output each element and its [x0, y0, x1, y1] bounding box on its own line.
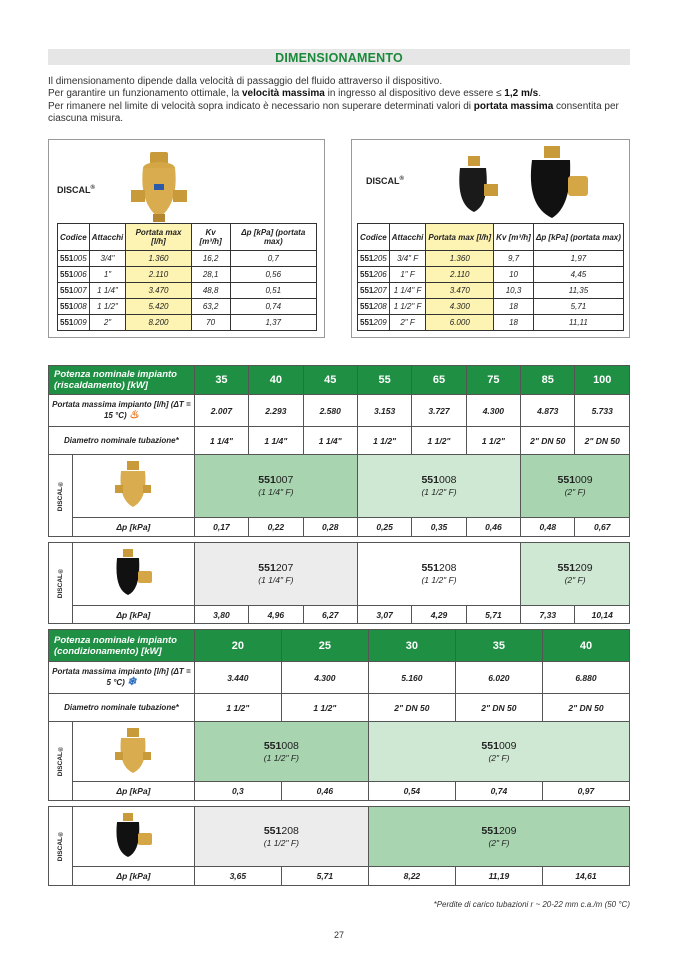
pressure-drop: 1,37 [230, 315, 316, 331]
discal-black-large-image [522, 144, 592, 222]
product-code: 551206 [358, 267, 390, 283]
spec-table-black: Codice Attacchi Portata max [l/h] Kv [m³/h] Δp [kPa] (portata max) 551205 3/4" F 1.360 9,7 1,97 551206 1" F 2.110 10 4,45 551207 1 1/4" F 3.470 10,3 11,35 551208 1 1/2" F 4.300 18 5,71 551209 2" F 6.000 18 11,11 [357, 223, 624, 331]
product-code: 551005 [58, 251, 90, 267]
spec-row [58, 315, 317, 331]
spec-row [358, 267, 624, 283]
max-flow: 4.300 [426, 299, 494, 315]
product-551009: 551009 (2" F) [521, 455, 630, 518]
product-code: 551209 [358, 315, 390, 331]
heating-sizing-table [48, 365, 630, 624]
max-flow: 1.360 [426, 251, 494, 267]
product-551009: 551009 (2" F) [368, 722, 629, 782]
product-code: 551008 [58, 299, 90, 315]
kv-value: 18 [494, 315, 534, 331]
pressure-drop: 5,71 [533, 299, 623, 315]
kv-value: 10,3 [494, 283, 534, 299]
spec-box-black [351, 139, 630, 338]
spec-row [358, 299, 624, 315]
product-551007: 551007 (1 1/4" F) [194, 455, 357, 518]
kv-value: 10 [494, 267, 534, 283]
connection-size: 3/4" F [389, 251, 426, 267]
product-code: 551205 [358, 251, 390, 267]
discal-black-small-image [452, 154, 502, 216]
heating-diameter-row: Diametro nominale tubazione* 1 1/4" 1 1/4" 1 1/4" 1 1/2" 1 1/2" 1 1/2" 2" DN 50 2" DN 50 [49, 427, 630, 455]
brand-vertical-label: DISCAL® [56, 830, 64, 862]
section-title-bar [48, 49, 630, 65]
pressure-drop: 0,7 [230, 251, 316, 267]
snowflake-icon: ❄ [127, 676, 137, 688]
spec-row [58, 299, 317, 315]
page-title: DIMENSIONAMENTO [275, 51, 403, 65]
product-551008: 551008 (1 1/2" F) [194, 722, 368, 782]
max-flow: 1.360 [126, 251, 191, 267]
cooling-black-product-row [49, 807, 630, 867]
product-551208: 551208 (1 1/2" F) [357, 543, 520, 606]
brand-vertical-label: DISCAL® [56, 745, 64, 777]
product-code: 551007 [58, 283, 90, 299]
brand-label: DISCAL® [366, 176, 404, 186]
spec-row [58, 267, 317, 283]
max-flow: 6.000 [426, 315, 494, 331]
spec-row [58, 251, 317, 267]
pressure-drop: 0,56 [230, 267, 316, 283]
heating-black-product-row [49, 543, 630, 606]
connection-size: 3/4" [89, 251, 126, 267]
kv-value: 28,1 [191, 267, 230, 283]
pressure-drop: 0,51 [230, 283, 316, 299]
spec-row [358, 315, 624, 331]
intro-line-3: Per rimanere nel limite di velocità sopra indicato è necessario non superare determinati valori di portata massima consentita per ciascuna misura. [48, 100, 619, 125]
footnote: *Perdite di carico tubazioni r ~ 20-22 mm c.a./m (50 °C) [433, 900, 630, 909]
cooling-power-row: Potenza nominale impianto (condizionamento) [kW] 20 25 30 35 40 [49, 630, 630, 662]
connection-size: 1" F [389, 267, 426, 283]
cooling-black-dp-row: Δp [kPa] 3,65 5,71 8,22 11,19 14,61 [49, 867, 630, 886]
brand-label: DISCAL® [57, 185, 95, 195]
connection-size: 1 1/4" F [389, 283, 426, 299]
connection-size: 2" F [389, 315, 426, 331]
kv-value: 70 [191, 315, 230, 331]
discal-black-thumb [72, 543, 194, 606]
heating-black-dp-row: Δp [kPa] 3,80 4,96 6,27 3,07 4,29 5,71 7,33 10,14 [49, 606, 630, 624]
cooling-flow-row: Portata massima impianto [l/h] (ΔT = 5 °C) ❄ 3.440 4.300 5.160 6.020 6.880 [49, 662, 630, 694]
kv-value: 18 [494, 299, 534, 315]
product-551209: 551209 (2" F) [521, 543, 630, 606]
intro-line-1: Il dimensionamento dipende dalla velocità di passaggio del fluido attraverso il dispositivo. [48, 76, 443, 87]
product-551008: 551008 (1 1/2" F) [357, 455, 520, 518]
pressure-drop: 11,35 [533, 283, 623, 299]
kv-value: 9,7 [494, 251, 534, 267]
spec-row [58, 283, 317, 299]
discal-brass-thumb [72, 455, 194, 518]
spec-row [358, 251, 624, 267]
intro-line-2: Per garantire un funzionamento ottimale, la velocità massima in ingresso al dispositivo deve essere ≤ 1,2 m/s. [48, 88, 541, 100]
heating-power-row: Potenza nominale impianto (riscaldamento) [kW] 35 40 45 55 65 75 85 100 [49, 366, 630, 395]
product-code: 551006 [58, 267, 90, 283]
max-flow: 2.110 [126, 267, 191, 283]
flame-icon: ♨ [128, 409, 139, 421]
product-551209: 551209 (2" F) [368, 807, 629, 867]
pressure-drop: 1,97 [533, 251, 623, 267]
heating-flow-row: Portata massima impianto [l/h] (ΔT = 15 °C) ♨ 2.007 2.293 2.580 3.153 3.727 4.300 4.873 5.733 [49, 395, 630, 427]
cooling-diameter-row: Diametro nominale tubazione* 1 1/2" 1 1/2" 2" DN 50 2" DN 50 2" DN 50 [49, 694, 630, 722]
page-number: 27 [333, 930, 344, 940]
product-551207: 551207 (1 1/4" F) [194, 543, 357, 606]
cooling-brass-dp-row: Δp [kPa] 0,3 0,46 0,54 0,74 0,97 [49, 782, 630, 801]
pressure-drop: 0,74 [230, 299, 316, 315]
product-code: 551207 [358, 283, 390, 299]
product-551208: 551208 (1 1/2" F) [194, 807, 368, 867]
intro-text [48, 76, 638, 126]
brand-vertical-label: DISCAL® [56, 567, 64, 599]
product-code: 551208 [358, 299, 390, 315]
kv-value: 63,2 [191, 299, 230, 315]
discal-black-thumb [72, 807, 194, 867]
discal-brass-image [125, 148, 195, 228]
kv-value: 16,2 [191, 251, 230, 267]
connection-size: 2" [89, 315, 126, 331]
connection-size: 1 1/2" F [389, 299, 426, 315]
max-flow: 8.200 [126, 315, 191, 331]
kv-value: 48,8 [191, 283, 230, 299]
connection-size: 1 1/2" [89, 299, 126, 315]
max-flow: 3.470 [426, 283, 494, 299]
discal-brass-thumb [72, 722, 194, 782]
product-code: 551009 [58, 315, 90, 331]
spec-table-brass: Codice Attacchi Portata max [l/h] Kv [m³/h] Δp [kPa] (portata max) 551005 3/4" 1.360 16,2 0,7 551006 1" 2.110 28,1 0,56 551007 1 1/4" 3.470 48,8 0,51 551008 1 1/2" 5.420 63,2 0,74 551009 2" 8.200 70 1,37 [57, 223, 317, 331]
max-flow: 2.110 [426, 267, 494, 283]
brand-vertical-label: DISCAL® [56, 479, 64, 512]
max-flow: 5.420 [126, 299, 191, 315]
spec-box-brass [48, 139, 325, 338]
heating-brass-dp-row: Δp [kPa] 0,17 0,22 0,28 0,25 0,35 0,46 0,48 0,67 [49, 518, 630, 537]
heating-brass-product-row [49, 455, 630, 518]
cooling-brass-product-row [49, 722, 630, 782]
pressure-drop: 4,45 [533, 267, 623, 283]
connection-size: 1 1/4" [89, 283, 126, 299]
pressure-drop: 11,11 [533, 315, 623, 331]
spec-row [358, 283, 624, 299]
connection-size: 1" [89, 267, 126, 283]
max-flow: 3.470 [126, 283, 191, 299]
cooling-sizing-table [48, 629, 630, 886]
